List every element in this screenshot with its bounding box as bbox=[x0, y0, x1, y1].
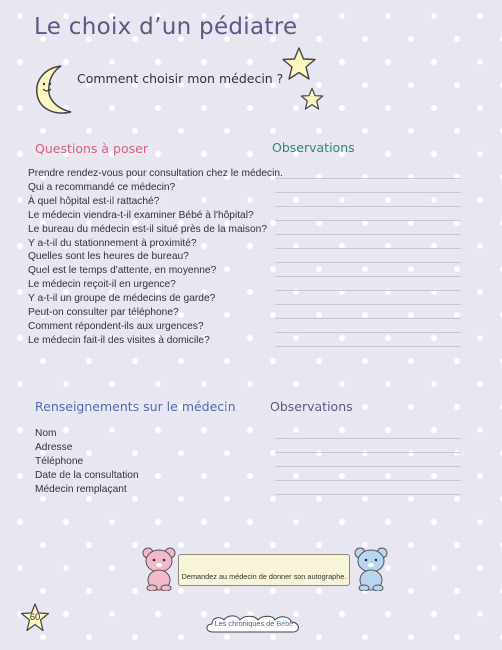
autograph-scroll bbox=[178, 554, 350, 586]
observation-line[interactable] bbox=[275, 263, 461, 277]
observation-line[interactable] bbox=[275, 165, 461, 179]
info-field-label: Date de la consultation bbox=[35, 470, 139, 481]
question-item: Le médecin fait-il des visites à domicile? bbox=[28, 334, 210, 346]
info-observation-line[interactable] bbox=[275, 439, 461, 453]
info-observation-line[interactable] bbox=[275, 453, 461, 467]
question-item: Qui a recommandé ce médecin? bbox=[28, 181, 176, 193]
observation-line[interactable] bbox=[275, 305, 461, 319]
star-icon bbox=[280, 46, 318, 82]
info-field-label: Adresse bbox=[35, 442, 73, 453]
doctor-info-heading: Renseignements sur le médecin bbox=[35, 399, 236, 414]
info-field-label: Nom bbox=[35, 428, 57, 439]
logo-text-part1: Les chroniques de bbox=[214, 619, 277, 628]
question-item: Peut-on consulter par téléphone? bbox=[28, 307, 179, 319]
logo-text-part2: Bébé bbox=[276, 619, 294, 628]
question-item: Comment répondent-ils aux urgences? bbox=[28, 320, 204, 332]
observation-line[interactable] bbox=[275, 221, 461, 235]
observation-line[interactable] bbox=[275, 249, 461, 263]
info-observation-line[interactable] bbox=[275, 425, 461, 439]
question-item: Le médecin reçoit-il en urgence? bbox=[28, 279, 176, 291]
page-number: 60 bbox=[29, 612, 41, 623]
blue-bear-icon bbox=[352, 546, 392, 591]
info-observation-lines bbox=[275, 425, 461, 495]
observation-line[interactable] bbox=[275, 333, 461, 347]
question-item: Le médecin viendra-t-il examiner Bébé à l'hôpital? bbox=[28, 209, 254, 221]
pink-bear-icon bbox=[140, 546, 180, 591]
info-observation-line[interactable] bbox=[275, 481, 461, 495]
observations-heading: Observations bbox=[272, 140, 355, 155]
logo-text bbox=[203, 619, 305, 628]
small-star-icon bbox=[299, 87, 325, 111]
info-observations-heading: Observations bbox=[270, 399, 353, 414]
question-item: Le bureau du médecin est-il situé près de la maison? bbox=[28, 223, 267, 235]
question-item: Y a-t-il un groupe de médecins de garde? bbox=[28, 293, 216, 305]
observation-line[interactable] bbox=[275, 235, 461, 249]
question-item: Y a-t-il du stationnement à proximité? bbox=[28, 237, 197, 249]
questions-list bbox=[28, 167, 283, 348]
moon-icon bbox=[31, 62, 77, 118]
subtitle: Comment choisir mon médecin ? bbox=[77, 71, 284, 86]
info-field-label: Médecin remplaçant bbox=[35, 484, 127, 495]
question-item: Prendre rendez-vous pour consultation chez le médecin. bbox=[28, 168, 283, 179]
question-item: Quelles sont les heures de bureau? bbox=[28, 251, 189, 263]
question-item: Quel est le temps d'attente, en moyenne? bbox=[28, 265, 217, 277]
brand-logo bbox=[203, 612, 305, 636]
observation-line[interactable] bbox=[275, 207, 461, 221]
questions-heading: Questions à poser bbox=[35, 141, 148, 156]
observation-line[interactable] bbox=[275, 319, 461, 333]
banner-text: Demandez au médecin de donner son autographe. bbox=[181, 572, 347, 581]
page-title: Le choix d’un pédiatre bbox=[34, 14, 298, 40]
observation-line[interactable] bbox=[275, 179, 461, 193]
observation-lines bbox=[275, 165, 461, 347]
page-number-badge bbox=[20, 603, 50, 633]
info-observation-line[interactable] bbox=[275, 467, 461, 481]
observation-line[interactable] bbox=[275, 291, 461, 305]
info-field-label: Téléphone bbox=[35, 456, 84, 467]
autograph-banner bbox=[140, 546, 390, 591]
question-item: À quel hôpital est-il rattaché? bbox=[28, 195, 160, 207]
doctor-info-list bbox=[35, 427, 139, 497]
observation-line[interactable] bbox=[275, 193, 461, 207]
observation-line[interactable] bbox=[275, 277, 461, 291]
